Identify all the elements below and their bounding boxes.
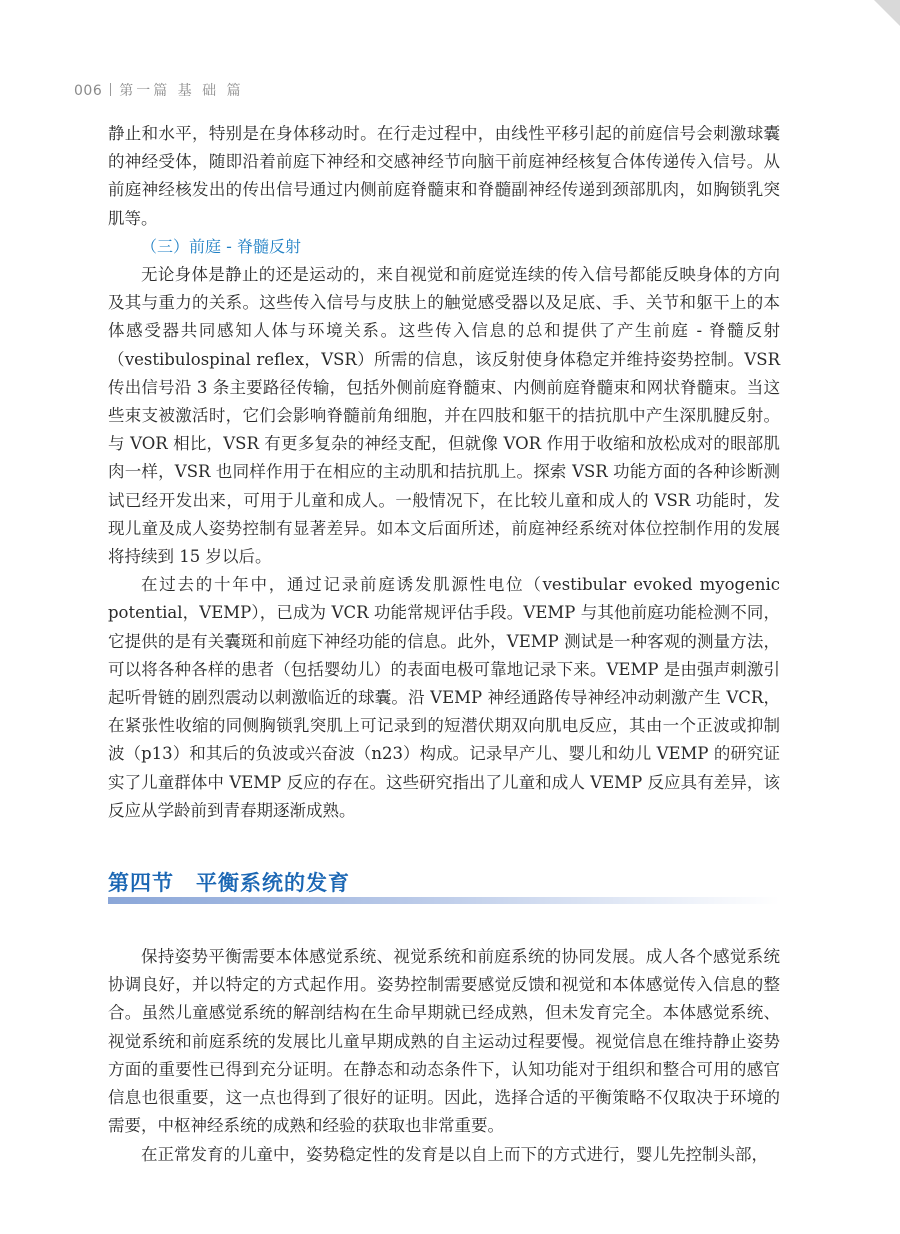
paragraph: 在过去的十年中，通过记录前庭诱发肌源性电位（vestibular evoked myogenic potential，VEMP），已成为 VCR 功能常规评估手段。VEMP 与其他前庭功能检测不同，它提供的是有关囊斑和前庭下神经功能的信息。此外，VEMP 测试是一种客观的测量方法，可以将各种各样的患者（包括婴幼儿）的表面电极可靠地记录下来。VEMP 是由强声刺激引起听骨链的剧烈震动以刺激临近的球囊。沿 VEMP 神经通路传导神经冲动刺激产生 VCR，在紧张性收缩的同侧胸锁乳突肌上可记录到的短潜伏期双向肌电反应，其由一个正波或抑制波（p13）和其后的负波或兴奋波（n23）构成。记录早产儿、婴儿和幼儿 VEMP 的研究证实了儿童群体中 VEMP 反应的存在。这些研究指出了儿童和成人 VEMP 反应具有差异，该反应从学龄前到青春期逐渐成熟。 xyxy=(108,575,780,820)
section-title: 平衡系统的发育 xyxy=(196,871,350,896)
paragraph: 静止和水平，特别是在身体移动时。在行走过程中，由线性平移引起的前庭信号会刺激球囊的神经受体，随即沿着前庭下神经和交感神经节向脑干前庭神经核复合体传递传入信号。从前庭神经核发出的传出信号通过内侧前庭脊髓束和脊髓副神经传递到颈部肌肉，如胸锁乳突肌等。 xyxy=(108,124,780,228)
running-head-divider xyxy=(110,83,111,96)
page-corner-fold xyxy=(874,0,900,26)
subsection-title: （三）前庭 - 脊髓反射 xyxy=(141,236,301,256)
part-title: 第一篇 基 础 篇 xyxy=(119,83,244,99)
paragraph: 无论身体是静止的还是运动的，来自视觉和前庭觉连续的传入信号都能反映身体的方向及其与重力的关系。这些传入信号与皮肤上的触觉感受器以及足底、手、关节和躯干上的本体感受器共同感知人体与环境关系。这些传入信息的总和提供了产生前庭 - 脊髓反射（vestibulospinal reflex，VSR）所需的信息，该反射使身体稳定并维持姿势控制。VSR 传出信号沿 3 条主要路径传输，包括外侧前庭脊髓束、内侧前庭脊髓束和网状脊髓束。当这些束支被激活时，它们会影响脊髓前角细胞，并在四肢和躯干的拮抗肌中产生深肌腱反射。与 VOR 相比，VSR 有更多复杂的神经支配，但就像 VOR 作用于收缩和放松成对的眼部肌肉一样，VSR 也同样作用于在相应的主动肌和拮抗肌上。探索 VSR 功能方面的各种诊断测试已经开发出来，可用于儿童和成人。一般情况下，在比较儿童和成人的 VSR 功能时，发现儿童及成人姿势控制有显著差异。如本文后面所述，前庭神经系统对体位控制作用的发展将持续到 15 岁以后。 xyxy=(108,265,780,567)
page-body xyxy=(108,120,780,1169)
section-number: 第四节 xyxy=(108,871,174,896)
page-number: 006 xyxy=(74,83,103,99)
subsection-vestibulospinal-reflex xyxy=(108,233,780,825)
running-head xyxy=(74,80,244,100)
paragraph: 保持姿势平衡需要本体感觉系统、视觉系统和前庭系统的协同发展。成人各个感觉系统协调良好，并以特定的方式起作用。姿势控制需要感觉反馈和视觉和本体感觉传入信息的整合。虽然儿童感觉系统的解剖结构在生命早期就已经成熟，但未发育完全。本体感觉系统、视觉系统和前庭系统的发展比儿童早期成熟的自主运动过程要慢。视觉信息在维持静止姿势方面的重要性已得到充分证明。在静态和动态条件下，认知功能对于组织和整合可用的感官信息也很重要，这一点也得到了很好的证明。因此，选择合适的平衡策略不仅取决于环境的需要，中枢神经系统的成熟和经验的获取也非常重要。 xyxy=(108,947,780,1136)
section-heading xyxy=(108,863,780,909)
paragraph: 在正常发育的儿童中，姿势稳定性的发育是以自上而下的方式进行，婴儿先控制头部， xyxy=(141,1144,768,1164)
section-heading-rule xyxy=(108,897,780,904)
